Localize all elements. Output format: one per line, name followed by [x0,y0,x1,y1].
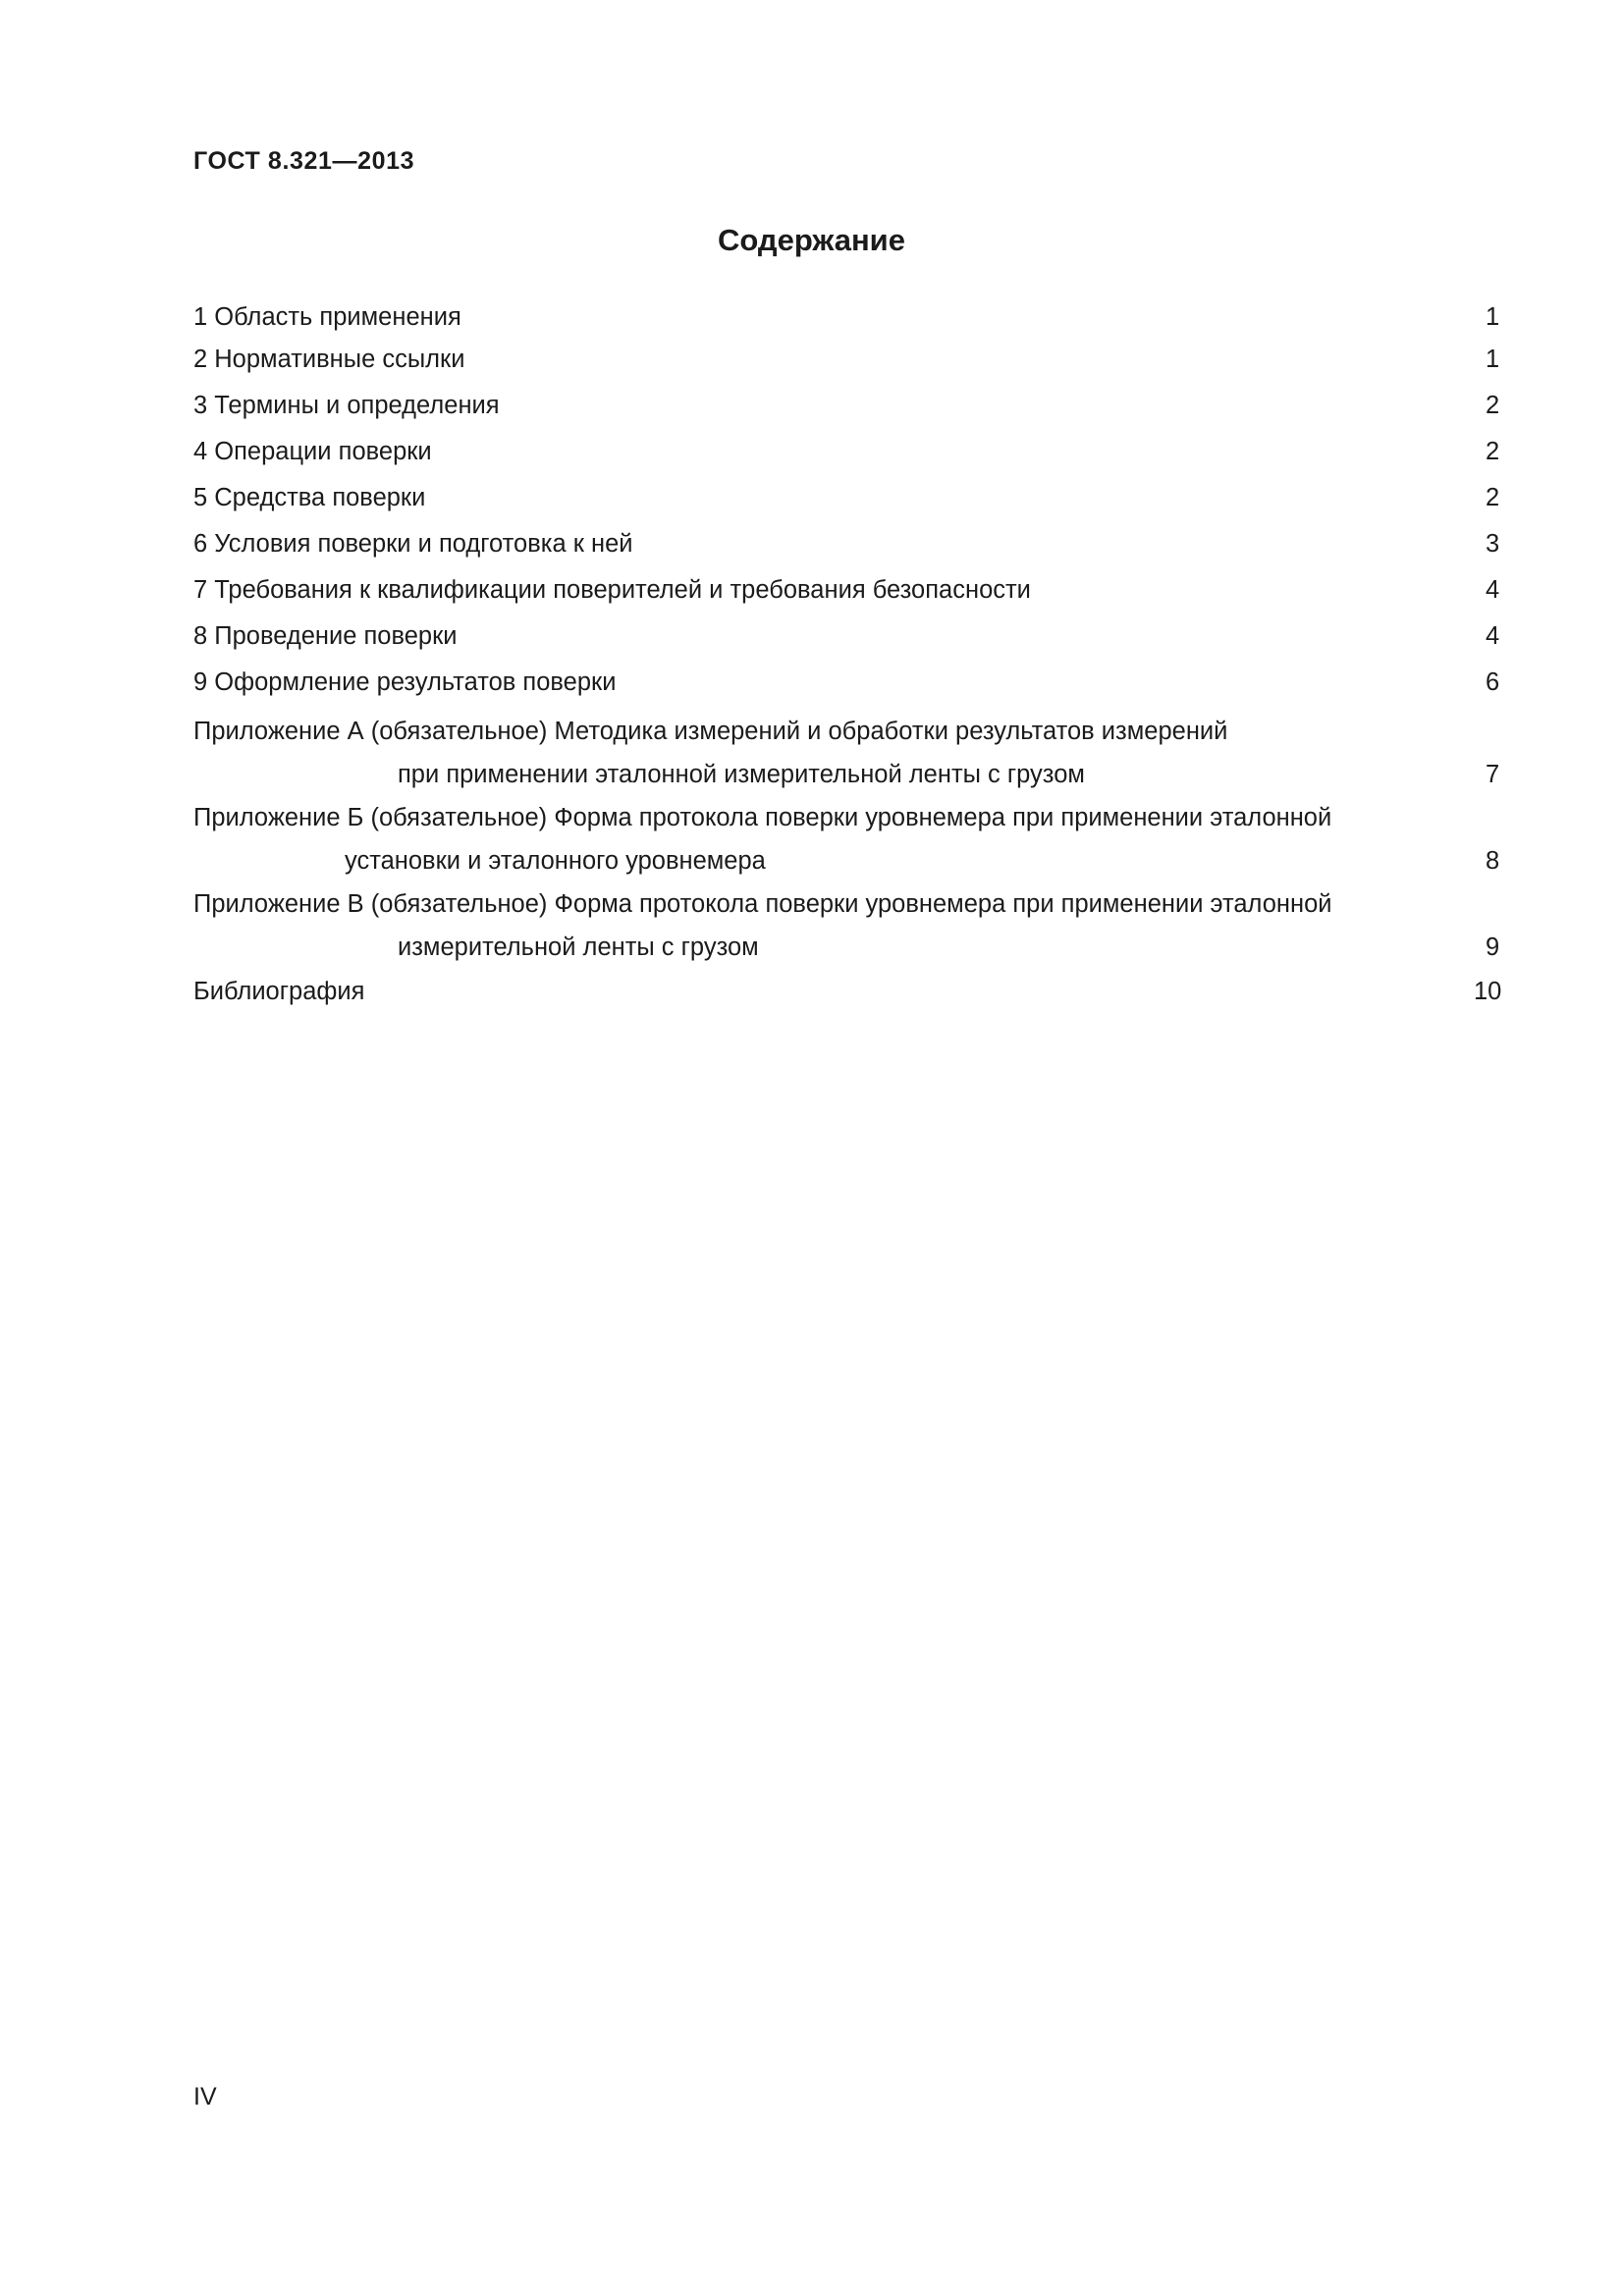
toc-entry[interactable] [193,660,1507,706]
toc-entry-bibliography[interactable] [193,969,1507,1015]
appendix-heading: Приложение В (обязательное) Форма протокола поверки уровнемера при применении эталонной [193,890,1332,918]
dot-leader [619,666,1483,691]
toc-entry-label: 8 Проведение поверки [193,622,458,650]
appendix-title-continuation: установки и эталонного уровнемера [345,847,766,875]
toc-entry-label: 4 Операции поверки [193,438,432,465]
dot-leader [503,389,1483,414]
appendix-title-continuation: измерительной ленты с грузом [398,934,759,961]
toc-title: Содержание [718,223,905,257]
toc-entry[interactable] [193,297,1507,337]
toc-entry-page: 4 [1486,622,1500,650]
toc-entry[interactable] [193,521,1507,567]
table-of-contents [193,294,1507,1015]
appendix-title-continuation: при применении эталонной измерительной ленты с грузом [398,761,1085,788]
toc-entry[interactable] [193,429,1507,475]
dot-leader [435,435,1483,460]
dot-leader [1088,758,1483,783]
dot-leader [762,931,1483,956]
dot-leader [460,619,1483,645]
toc-entry-page: 6 [1486,668,1500,696]
toc-entry[interactable] [193,337,1507,383]
toc-entry-page: 1 [1486,346,1500,373]
toc-entry-page: 4 [1486,576,1500,604]
toc-entry[interactable] [193,614,1507,660]
toc-entry-label: 7 Требования к квалификации поверителей и требования безопасности [193,576,1031,604]
toc-entry-label: 9 Оформление результатов поверки [193,668,617,696]
toc-appendix-b[interactable] [193,796,1507,882]
toc-entry-page: 7 [1486,761,1500,788]
appendix-heading: Приложение Б (обязательное) Форма протокола поверки уровнемера при применении эталонной [193,804,1332,831]
toc-entry-page: 9 [1486,934,1500,961]
toc-entry-page: 1 [1486,303,1500,331]
page-number: IV [193,2083,217,2110]
toc-entry-page: 8 [1486,847,1500,875]
toc-appendix-a[interactable] [193,710,1507,796]
dot-leader [464,300,1483,326]
dot-leader [428,481,1483,507]
toc-entry-label: 1 Область применения [193,303,461,331]
toc-entry-label: 5 Средства поверки [193,484,426,511]
toc-entry-label: 3 Термины и определения [193,392,500,419]
dot-leader [367,975,1471,1000]
toc-entry[interactable] [193,383,1507,429]
toc-entry[interactable] [193,475,1507,521]
toc-entry-label: Библиография [193,978,365,1005]
toc-entry-label: 2 Нормативные ссылки [193,346,465,373]
toc-entry-page: 2 [1486,438,1500,465]
toc-entry-page: 2 [1486,392,1500,419]
dot-leader [467,343,1483,368]
appendix-heading: Приложение А (обязательное) Методика измерений и обработки результатов измерений [193,718,1228,745]
toc-entry-page: 10 [1474,978,1502,1005]
toc-appendix-v[interactable] [193,882,1507,969]
toc-entry-page: 3 [1486,530,1500,558]
dot-leader [1034,573,1483,599]
dot-leader [636,527,1484,553]
document-code: ГОСТ 8.321—2013 [193,147,415,175]
toc-entry[interactable] [193,567,1507,614]
toc-entry-page: 2 [1486,484,1500,511]
toc-entry-label: 6 Условия поверки и подготовка к ней [193,530,633,558]
dot-leader [769,844,1483,870]
